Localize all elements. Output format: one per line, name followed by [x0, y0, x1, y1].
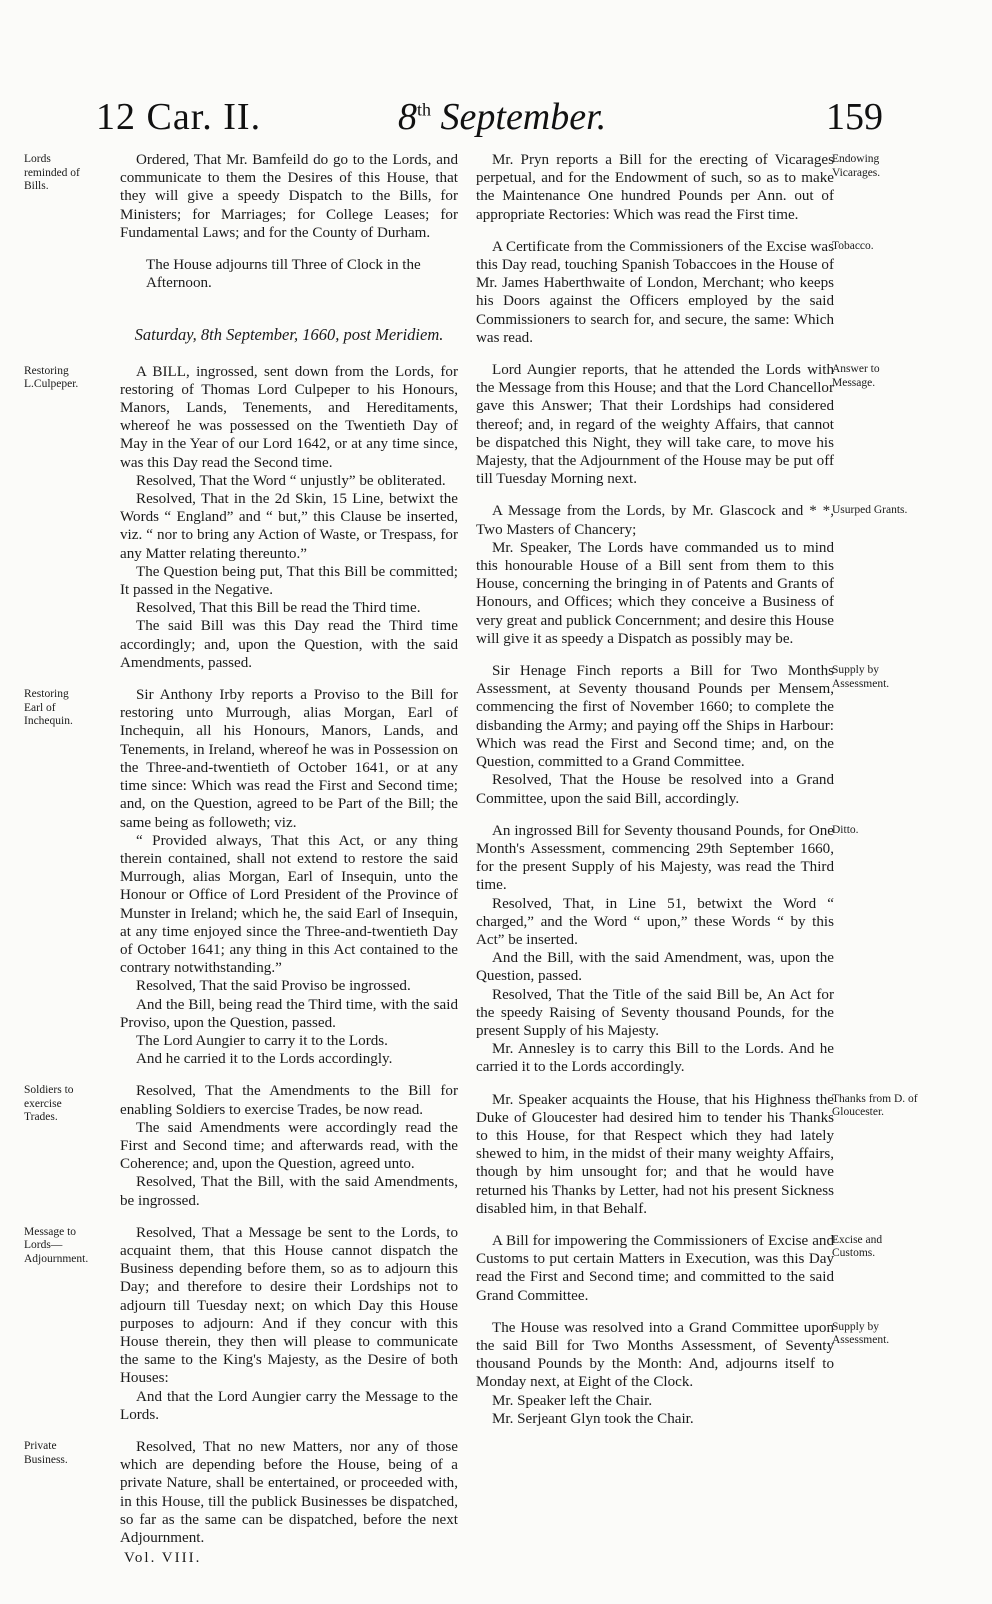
margin-note: Message to Lords—Adjournment. [24, 1225, 89, 1265]
date-ordinal: th [417, 99, 432, 120]
entry-tobacco [476, 238, 874, 347]
margin-note: Restoring Earl of Inchequin. [24, 688, 73, 728]
paragraph: Mr. Speaker, The Lords have commanded us to mind this honourable House of a Bill sent from them to this House, concerning the bringing in of Patents and Grants of Honours, and Offices; which they conceive a Business of very great and publick Concernment; and desire this House will give it as speedy a Dispatch as possibly may be. [476, 539, 834, 647]
paragraph: Mr. Annesley is to carry this Bill to the Lords. And he carried it to the Lords accordingly. [476, 1041, 834, 1076]
entry-adjourns [120, 256, 458, 292]
paragraph: Mr. Serjeant Glyn took the Chair. [492, 1410, 694, 1427]
entry-ditto [476, 822, 859, 1077]
paragraph: Sir Henage Finch reports a Bill for Two Months Assessment, at Seventy thousand Pounds per Mensem, commencing the first of November 1660; to complete the disbanding the Army; and paying off the Ships in Harbour: Which was read the First and Second time; and, on the Question, committed to a Grand Committee. [476, 663, 834, 771]
paragraph: Resolved, That this Bill be read the Third time. [136, 600, 421, 617]
entry-lords-reminded [24, 151, 458, 242]
date-month: September. [440, 96, 607, 138]
paragraph: Resolved, That the House be resolved into a Grand Committee, upon the said Bill, accordingly. [476, 772, 834, 807]
page-number: 159 [826, 96, 883, 138]
paragraph: The House adjourns till Three of Clock in the Afternoon. [146, 257, 421, 292]
paragraph: Mr. Speaker acquaints the House, that his Highness the Duke of Gloucester had desired him to tender his Thanks to this House, for that Respect which they had lately shewed to him, in the midst of their many weighty Affairs, though by him unsought for; and that he would have returned his Thanks by Letter, had not his present Sickness disabled him, in that Behalf. [476, 1091, 834, 1217]
paragraph: The Lord Aungier to carry it to the Lords. [136, 1032, 388, 1049]
entry-excise-customs [476, 1232, 883, 1305]
paragraph: A Message from the Lords, by Mr. Glascock and * *, Two Masters of Chancery; [476, 503, 834, 538]
margin-note: Excise and Customs. [832, 1233, 883, 1260]
paragraph: The said Bill was this Day read the Third time accordingly; and, upon the Question, with the said Amendments, passed. [120, 618, 458, 671]
entry-supply-assessment [476, 662, 890, 808]
paragraph: And the Bill, with the said Amendment, was, upon the Question, passed. [476, 950, 834, 985]
margin-note: Ditto. [832, 823, 859, 836]
paragraph: Resolved, That, in Line 51, betwixt the Word “ charged,” and the Word “ upon,” these Words “ by this Act” be inserted. [476, 895, 834, 948]
paragraph: And he carried it to the Lords accordingly. [136, 1051, 393, 1068]
paragraph: The said Amendments were accordingly read the First and Second time; and afterwards read, with the Coherence; and, upon the Question, agreed unto. [120, 1119, 458, 1173]
paragraph: “ Provided always, That this Act, or any thing therein contained, shall not extend to restore the said Murrough, alias Morgan, Earl of Insequin, unto the Honour or Office of Lord President of the Province of Munster in Ireland; which he, the said Earl of Insequin, at any time enjoyed since the Three-and-twentieth Day of October 1641; any thing in this Act contained to the contrary notwithstanding.” [120, 832, 458, 977]
paragraph: Resolved, That the Bill, with the said Amendments, be ingrossed. [120, 1174, 458, 1209]
margin-note: Tobacco. [832, 239, 874, 252]
paragraph: And that the Lord Aungier carry the Message to the Lords. [120, 1388, 458, 1423]
margin-note: Supply by Assessment. [832, 1320, 890, 1347]
paragraph: Resolved, That a Message be sent to the Lords, to acquaint them, that this House cannot dispatch the Business depending before them, so as to adjourn this Day; and therefore to desire their Lordships not to adjourn till Tuesday next; on which Day this House purposes to adjourn: And if they concur with this House therein, they then will please to communicate the same to the King's Majesty, as the Desire of both Houses: [120, 1224, 458, 1387]
margin-note: Thanks from D. of Gloucester. [832, 1092, 918, 1119]
entry-endowing-vicarages [476, 151, 881, 224]
margin-note: Endowing Vicarages. [832, 153, 881, 179]
volume-signature: Vol. VIII. [124, 1550, 202, 1567]
paragraph: Resolved, That the Title of the said Bill be, An Act for the speedy Raising of Seventy thousand Pounds, for the present Supply of his Majesty. [476, 986, 834, 1039]
date-day: 8 [398, 96, 417, 138]
margin-note: Answer to Message. [832, 363, 880, 389]
entry-soldiers-trades [24, 1082, 458, 1209]
regnal-year-header: 12 Car. II. [96, 96, 262, 138]
margin-note: Supply by Assessment. [832, 664, 890, 690]
paragraph: Mr. Speaker left the Chair. [492, 1392, 653, 1409]
margin-note: Lords reminded of Bills. [24, 153, 80, 192]
margin-note: Usurped Grants. [832, 504, 908, 517]
paragraph: An ingrossed Bill for Seventy thousand Pounds, for One Month's Assessment, commencing 29th September 1660, for the present Supply of his Majesty, was read the Third time. [476, 822, 834, 894]
entry-private-business [24, 1438, 458, 1547]
paragraph: Resolved, That the Word “ unjustly” be obliterated. [136, 472, 446, 489]
right-column [476, 151, 918, 1442]
date-header [398, 98, 606, 136]
entry-message-adjournment [24, 1224, 458, 1424]
paragraph: Resolved, That the Amendments to the Bill for enabling Soldiers to exercise Trades, be now read. [120, 1083, 458, 1118]
sitting-heading: Saturday, 8th September, 1660, post Meridiem. [134, 325, 444, 345]
paragraph: Resolved, That in the 2d Skin, 15 Line, betwixt the Words “ England” and “ but,” this Clause be inserted, viz. “ nor to bring any Action of Waste, or Trespass, for any Matter relating thereunto.” [120, 491, 458, 562]
left-column [24, 151, 458, 1567]
paragraph: A BILL, ingrossed, sent down from the Lords, for restoring of Thomas Lord Culpeper to his Honours, Manors, Lands, Tenements, and Hereditaments, whereof he was possessed on the Twentieth Day of May in the Year of our Lord 1642, or at any time since, was this Day read the Second time. [120, 363, 458, 471]
paragraph: Resolved, That no new Matters, nor any of those which are depending before the House, being of a private Nature, shall be entertained, or proceeded with, in this House, till the publick Businesses be dispatched, so far as the same can be dispatched, before the next Adjournment. [120, 1439, 458, 1547]
paragraph: A Certificate from the Commissioners of the Excise was this Day read, touching Spanish Tobaccoes in the House of Mr. James Haberthwaite of London, Merchant; who keeps his Doors against the Officers employed by the said Commissioners to search for, and secure, the same: Which was read. [476, 238, 834, 346]
entry-restoring-inchequin [24, 686, 458, 1068]
paragraph: Lord Aungier reports, that he attended the Lords with the Message from this House; and that the Lord Chancellor gave this Answer; That their Lordships had considered thereof; and, in regard of the weighty Affairs, that cannot be dispatched this Night, they will take care, to move his Majesty, that the Adjournment of the House may be put off till Tuesday Morning next. [476, 362, 834, 488]
margin-note: Soldiers to exercise Trades. [24, 1084, 74, 1124]
paragraph: Ordered, That Mr. Bamfeild do go to the Lords, and communicate to them the Desires of this House, that they will give a speedy Dispatch to the Bills, for Ministers; for Marriages; for College Leases; for Fundamental Laws; and for the County of Durham. [120, 152, 458, 241]
paragraph: Sir Anthony Irby reports a Proviso to the Bill for restoring unto Murrough, alias Morgan, Earl of Inchequin, all his Honours, Manors, Lands, and Tenements, in Ireland, whereof he was in Possession on the Three-and-twentieth of October 1641, or at any time since: Which was read the First and Second time; and, on the Question, agreed to be Part of the Bill; the same being as followeth; viz. [120, 687, 458, 831]
paragraph: A Bill for impowering the Commissioners of Excise and Customs to put certain Matters in Execution, was this Day read the First and Second time; and committed to the said Grand Committee. [476, 1232, 834, 1304]
paragraph: And the Bill, being read the Third time, with the said Proviso, upon the Question, passed. [120, 996, 458, 1031]
paragraph: Mr. Pryn reports a Bill for the erecting of Vicarages perpetual, and for the Endowment of such, so as to make the Maintenance One hundred Pounds per Ann. out of appropriate Rectories: Which was read the First time. [476, 152, 834, 223]
margin-note: Private Business. [24, 1440, 68, 1466]
paragraph: Resolved, That the said Proviso be ingrossed. [136, 978, 411, 995]
entry-thanks-gloucester [476, 1091, 918, 1218]
entry-restoring-culpeper [24, 363, 458, 672]
margin-note: Restoring L.Culpeper. [24, 364, 79, 391]
paragraph: The Question being put, That this Bill be committed; It passed in the Negative. [120, 563, 458, 599]
entry-answer-to-message [476, 361, 880, 488]
paragraph: The House was resolved into a Grand Committee upon the said Bill for Two Months Assessment, of Seventy thousand Pounds by the Month: And, adjourns itself to Monday next, at Eight of the Clock. [476, 1319, 834, 1391]
entry-usurped-grants [476, 502, 908, 648]
entry-grand-committee [476, 1319, 890, 1428]
